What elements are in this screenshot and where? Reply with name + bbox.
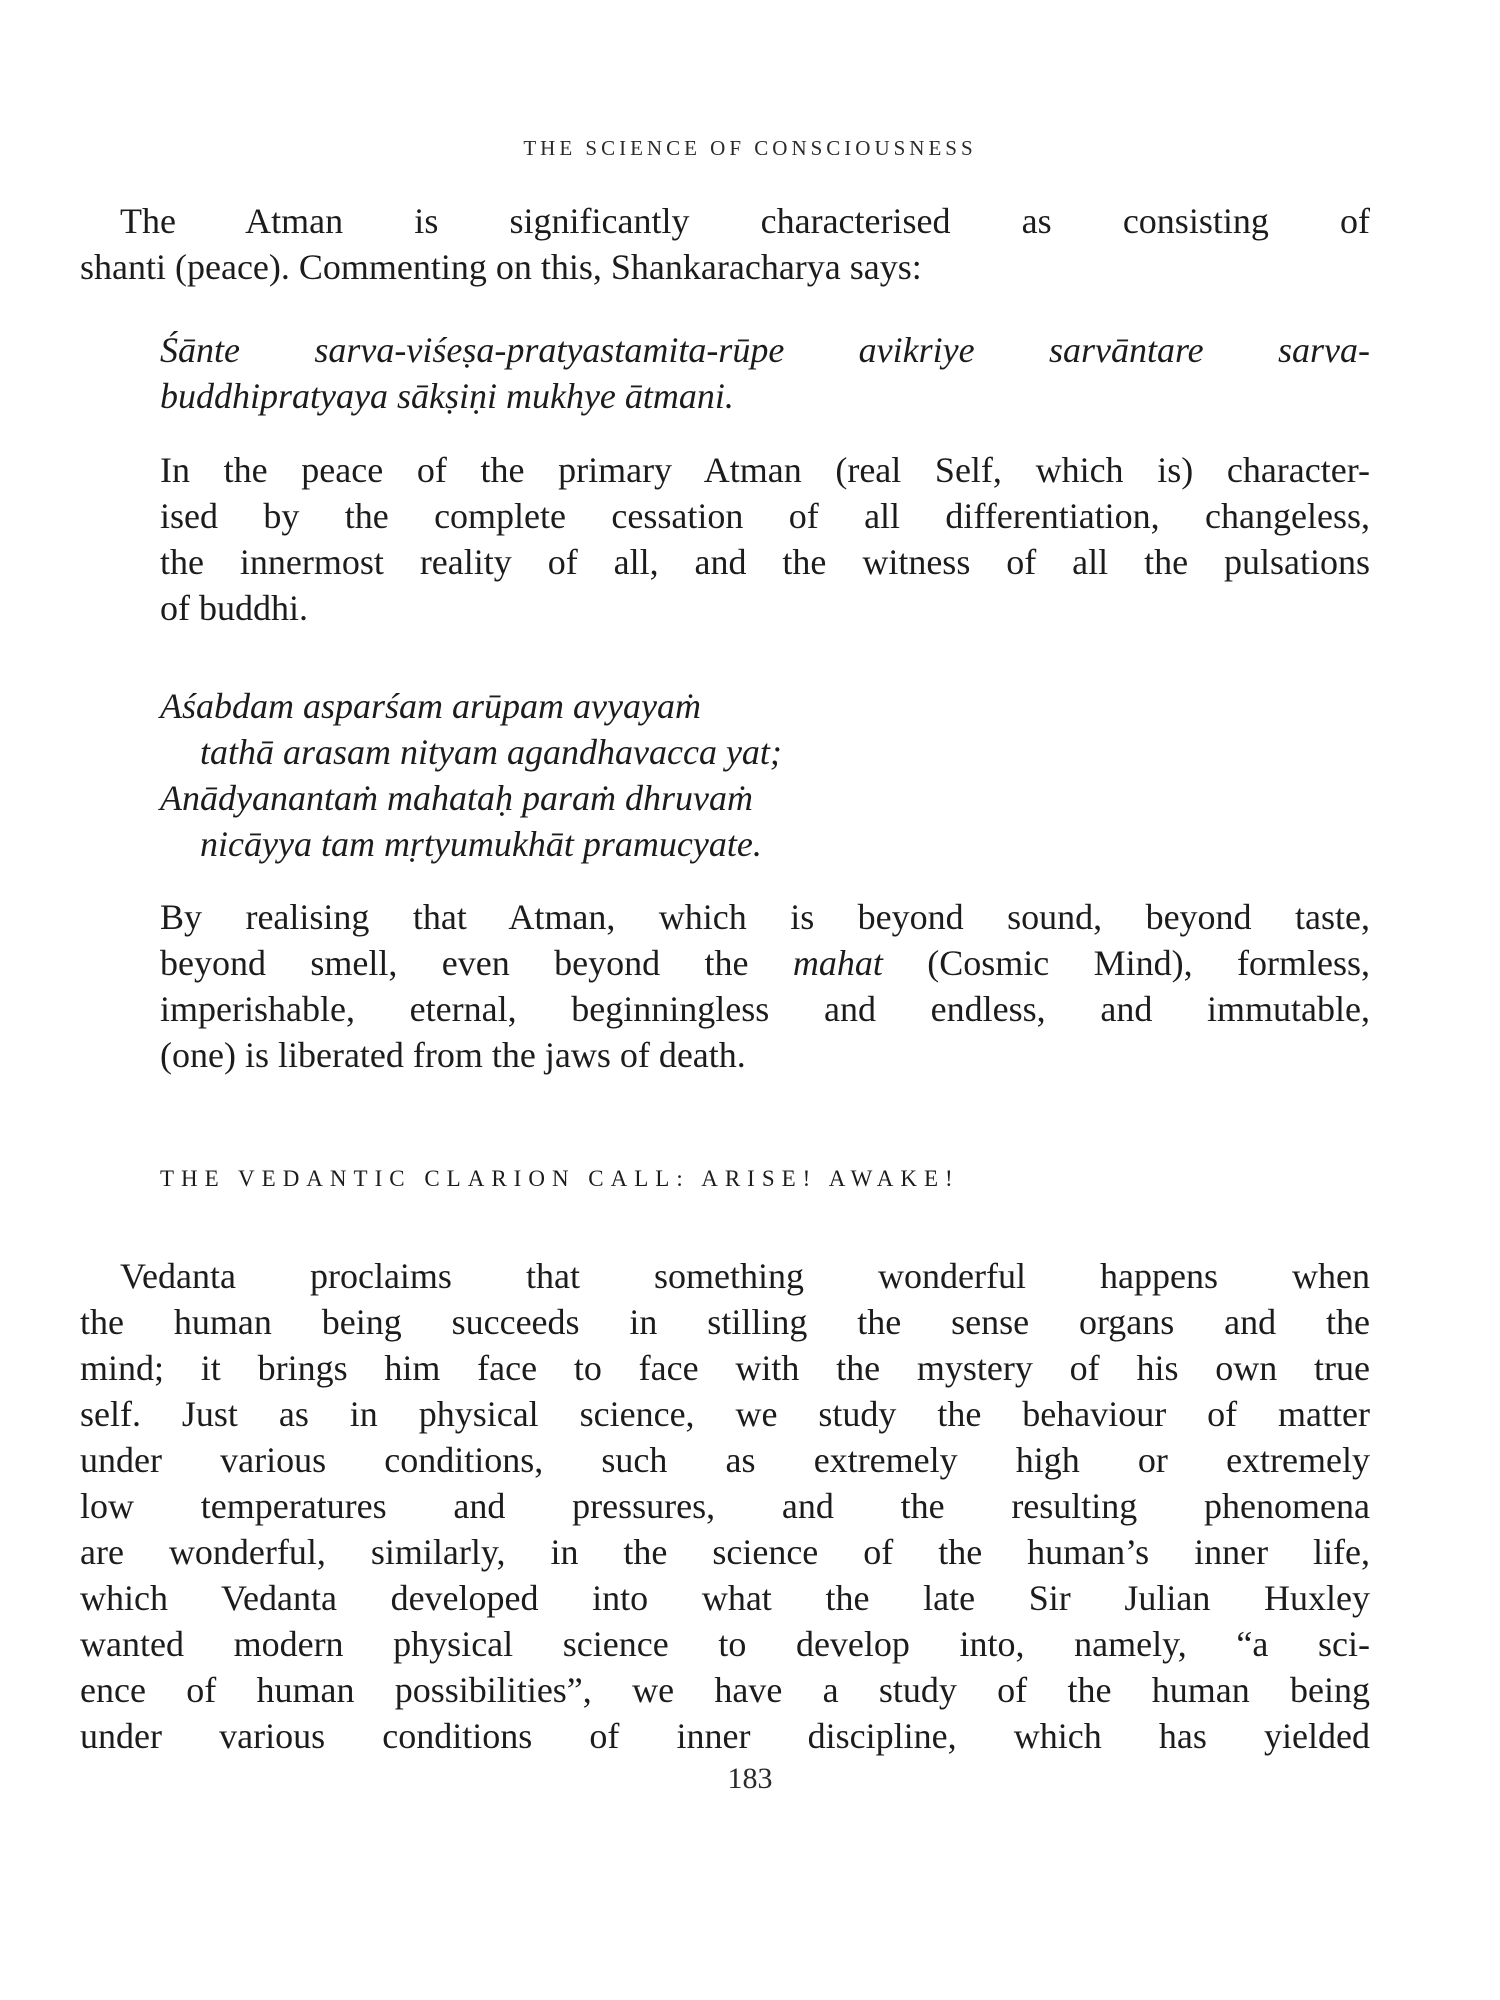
running-header: THE SCIENCE OF CONSCIOUSNESS <box>523 136 977 160</box>
text-line: wanted modern physical science to develop into, namely, “a sci- <box>80 1624 1370 1664</box>
text-line: which Vedanta developed into what the late Sir Julian Huxley <box>80 1578 1370 1618</box>
text-line: ence of human possibilities”, we have a study of the human being <box>80 1670 1370 1710</box>
text-segment: (Cosmic Mind), formless, <box>927 943 1370 983</box>
text-line: shanti (peace). Commenting on this, Shankaracharya says: <box>80 247 922 287</box>
text-segment: beyond smell, even beyond the <box>160 943 749 983</box>
text-line: of buddhi. <box>160 588 308 628</box>
text-line: the innermost reality of all, and the witness of all the pulsations <box>160 542 1370 582</box>
text-line: under various conditions, such as extremely high or extremely <box>80 1440 1370 1480</box>
intro-paragraph <box>80 198 1370 290</box>
text-line: By realising that Atman, which is beyond sound, beyond taste, <box>160 897 1370 937</box>
text-line: the human being succeeds in stilling the sense organs and the <box>80 1302 1370 1342</box>
mahat-term: mahat <box>792 943 883 983</box>
verse-line: tathā arasam nityam agandhavacca yat; <box>200 732 782 772</box>
section-heading: THE VEDANTIC CLARION CALL: ARISE! AWAKE! <box>160 1166 960 1191</box>
verse-line: Aśabdam asparśam arūpam avyayaṁ <box>160 686 701 726</box>
text-line: imperishable, eternal, beginningless and endless, and immutable, <box>160 989 1370 1029</box>
verse-line: nicāyya tam mṛtyumukhāt pramucyate. <box>200 824 762 864</box>
text-line: are wonderful, similarly, in the science of the human’s inner life, <box>80 1532 1370 1572</box>
sanskrit-verse <box>160 683 1370 867</box>
sanskrit-quote <box>160 327 1370 419</box>
verse-translation <box>160 894 1370 1078</box>
text-line <box>160 940 1370 986</box>
quote-translation <box>160 447 1370 631</box>
text-line: low temperatures and pressures, and the resulting phenomena <box>80 1486 1370 1526</box>
text-line: self. Just as in physical science, we study the behaviour of matter <box>80 1394 1370 1434</box>
text-line: buddhipratyaya sākṣiṇi mukhye ātmani. <box>160 376 734 416</box>
text-line: Śānte sarva-viśeṣa-pratyastamita-rūpe avikriye sarvāntare sarva- <box>160 330 1370 370</box>
text-line: In the peace of the primary Atman (real Self, which is) character- <box>160 450 1370 490</box>
text-line: mind; it brings him face to face with the mystery of his own true <box>80 1348 1370 1388</box>
text-line: under various conditions of inner discipline, which has yielded <box>80 1716 1370 1756</box>
verse-line: Anādyanantaṁ mahataḥ paraṁ dhruvaṁ <box>160 778 753 818</box>
text-line: The Atman is significantly characterised as consisting of <box>120 201 1370 241</box>
text-line: ised by the complete cessation of all differentiation, changeless, <box>160 496 1370 536</box>
body-paragraph <box>80 1253 1370 1759</box>
text-line: (one) is liberated from the jaws of death. <box>160 1035 746 1075</box>
text-line: Vedanta proclaims that something wonderful happens when <box>120 1256 1370 1296</box>
page-number: 183 <box>727 1762 773 1795</box>
